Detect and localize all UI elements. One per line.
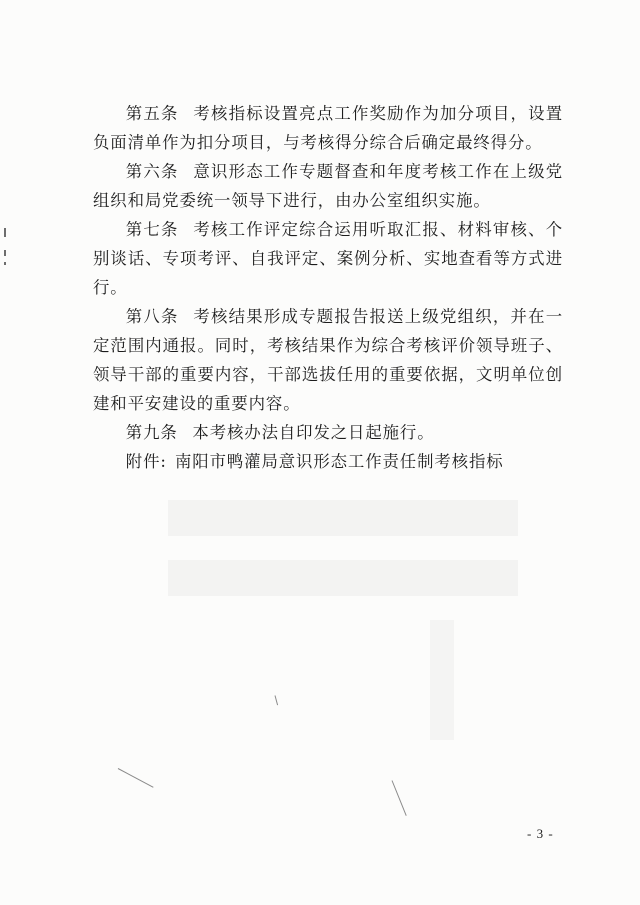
scan-shadow xyxy=(168,560,518,596)
article-text: 意识形态工作专题督查和年度考核工作在上级党组织和局党委统一领导下进行，由办公室组织实施。 xyxy=(93,162,564,210)
binding-hole-mark xyxy=(4,228,6,237)
article-9 xyxy=(93,418,563,447)
article-text: 考核指标设置亮点工作奖励作为加分项目，设置负面清单作为扣分项目，与考核得分综合后确定最终得分。 xyxy=(93,104,564,152)
scan-mark xyxy=(118,768,154,788)
attachment-text: 南阳市鸭灌局意识形态工作责任制考核指标 xyxy=(175,452,504,471)
scan-mark xyxy=(275,695,279,705)
scan-mark xyxy=(392,780,407,816)
article-label: 第九条 xyxy=(125,423,178,442)
article-label: 第八条 xyxy=(125,307,179,326)
article-label: 第七条 xyxy=(125,220,179,239)
article-text: 考核工作评定综合运用听取汇报、材料审核、个别谈话、专项考评、自我评定、案例分析、实地查看等方式进行。 xyxy=(93,220,564,297)
article-label: 第五条 xyxy=(125,104,179,123)
article-5 xyxy=(93,99,563,157)
attachment-line xyxy=(93,447,563,476)
article-8 xyxy=(93,302,563,418)
binding-hole-mark xyxy=(4,250,6,256)
binding-hole-mark xyxy=(4,262,6,265)
article-text: 本考核办法自印发之日起施行。 xyxy=(192,423,435,442)
article-text: 考核结果形成专题报告报送上级党组织，并在一定范围内通报。同时，考核结果作为综合考核评价领导班子、领导干部的重要内容，干部选拔任用的重要依据，文明单位创建和平安建设的重要内容。 xyxy=(93,307,564,413)
article-6 xyxy=(93,157,563,215)
article-7 xyxy=(93,215,563,302)
attachment-label: 附件: xyxy=(125,452,167,471)
page-number: - 3 - xyxy=(527,826,554,841)
article-label: 第六条 xyxy=(125,162,179,181)
scan-shadow xyxy=(430,620,454,740)
scan-shadow xyxy=(168,500,518,536)
